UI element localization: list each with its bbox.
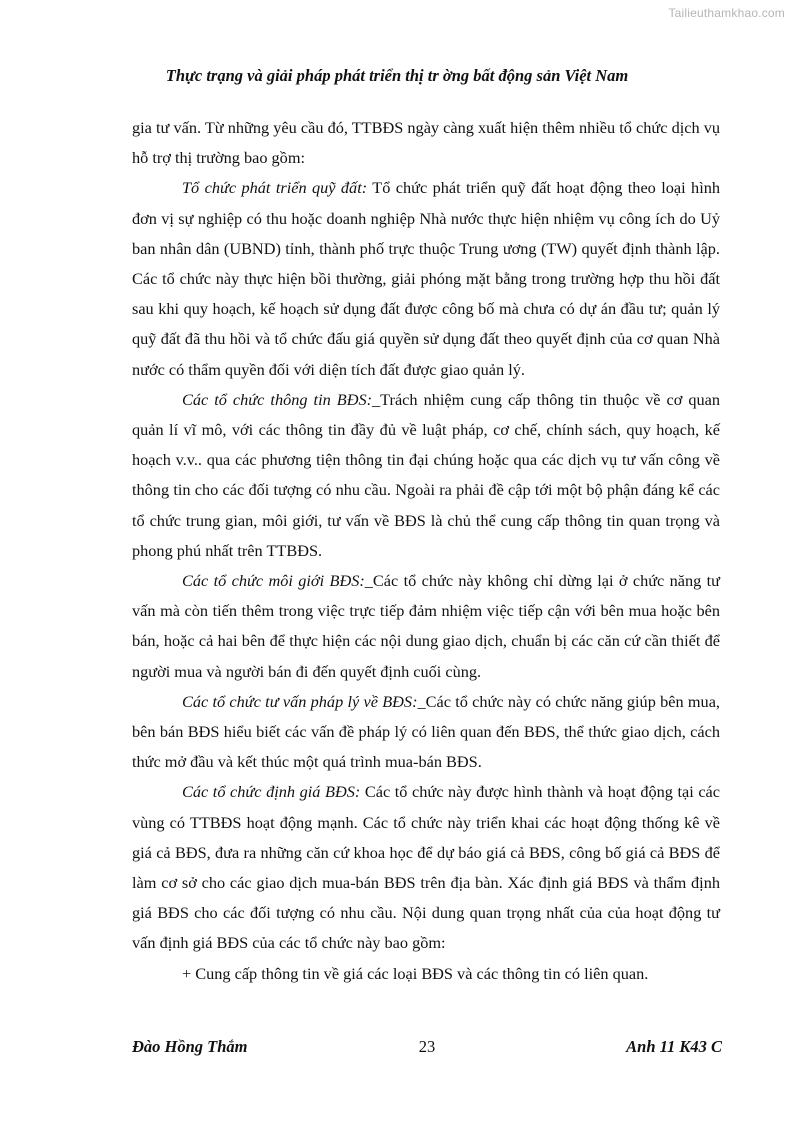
paragraph-bullet: + Cung cấp thông tin về giá các loại BĐS và các thông tin có liên quan.: [182, 963, 649, 983]
paragraph-text: _Các tổ chức này không chỉ dừng lại ở chức năng tư vấn mà còn tiến thêm trong việc trực tiếp đảm nhiệm việc tiếp cận với bên mua hoặc bên bán, hoặc cả hai bên để thực hiện các nội dung giao dịch, chuẩn bị các căn cứ cần thiết để người mua và người bán đi đến quyết định cuối cùng.: [132, 571, 721, 681]
paragraph-brokerage-orgs: [132, 566, 720, 687]
paragraph-legal-orgs: [132, 687, 720, 778]
paragraph-heading: Các tổ chức môi giới BĐS:: [182, 571, 365, 591]
paragraph-intro: gia tư vấn. Từ những yêu cầu đó, TTBĐS ngày càng xuất hiện thêm nhiều tổ chức dịch vụ hỗ trợ thị trường bao gồm:: [132, 118, 720, 168]
running-header: Thực trạng và giải pháp phát triển thị tr ờng bất động sản Việt Nam: [165, 66, 629, 85]
paragraph-text: _Các tổ chức này có chức năng giúp bên mua, bên bán BĐS hiểu biết các vấn đề pháp lý có liên quan đến BĐS, thể thức giao dịch, cách thức mở đầu và kết thúc một quá trình mua-bán BĐS.: [132, 691, 720, 772]
paragraph-heading: Các tổ chức thông tin BĐS:: [182, 389, 373, 409]
paragraph-heading: Các tổ chức định giá BĐS:: [182, 782, 361, 802]
footer-author: Đào Hồng Thắm: [132, 1037, 248, 1056]
document-body: [132, 113, 720, 989]
paragraph-land-fund: [132, 173, 720, 384]
watermark: Tailieuthamkhao.com: [668, 6, 785, 20]
paragraph-heading: Tổ chức phát triển quỹ đất:: [182, 178, 368, 198]
paragraph-valuation-orgs: [132, 777, 720, 958]
paragraph-text: _Trách nhiệm cung cấp thông tin thuộc về cơ quan quản lí vĩ mô, với các thông tin đầy đủ về luật pháp, cơ chế, chính sách, quy hoạch, kế hoạch v.v.. qua các phương tiện thông tin đại chúng hoặc qua các dịch vụ tư vấn công về thông tin cho các đối tượng có nhu cầu. Ngoài ra phải đề cập tới một bộ phận đáng kể các tổ chức trung gian, môi giới, tư vấn về BĐS là chủ thể cung cấp thông tin quan trọng và phong phú nhất trên TTBĐS.: [132, 389, 720, 560]
paragraph-text: Các tổ chức này được hình thành và hoạt động tại các vùng có TTBĐS hoạt động mạnh. Các tổ chức này triển khai các hoạt động thống kê về giá cả BĐS, đưa ra những căn cứ khoa học để dự báo giá cả BĐS, công bố giá cả BĐS để làm cơ sở cho các giao dịch mua-bán BĐS trên địa bàn. Xác định giá BĐS và thẩm định giá BĐS cho các đối tượng có nhu cầu. Nội dung quan trọng nhất của của hoạt động tư vấn định giá BĐS của các tổ chức này bao gồm:: [132, 782, 721, 953]
paragraph-text: Tổ chức phát triển quỹ đất hoạt động theo loại hình đơn vị sự nghiệp có thu hoặc doanh nghiệp Nhà nước thực hiện nhiệm vụ công ích do Uỷ ban nhân dân (UBND) tỉnh, thành phố trực thuộc Trung ương (TW) quyết định thành lập. Các tổ chức này thực hiện bồi thường, giải phóng mặt bằng trong trường hợp thu hồi đất sau khi quy hoạch, kế hoạch sử dụng đất được công bố mà chưa có dự án đầu tư; quản lý quỹ đất đã thu hồi và tổ chức đấu giá quyền sử dụng đất theo quyết định của cơ quan Nhà nước có thẩm quyền đối với diện tích đất được giao quản lý.: [132, 178, 720, 379]
paragraph-heading: Các tổ chức tư vấn pháp lý về BĐS:: [182, 691, 418, 711]
paragraph-info-orgs: [132, 385, 720, 566]
page-footer: [132, 1037, 722, 1059]
footer-class-code: Anh 11 K43 C: [626, 1037, 722, 1056]
page-number: 23: [418, 1037, 436, 1056]
